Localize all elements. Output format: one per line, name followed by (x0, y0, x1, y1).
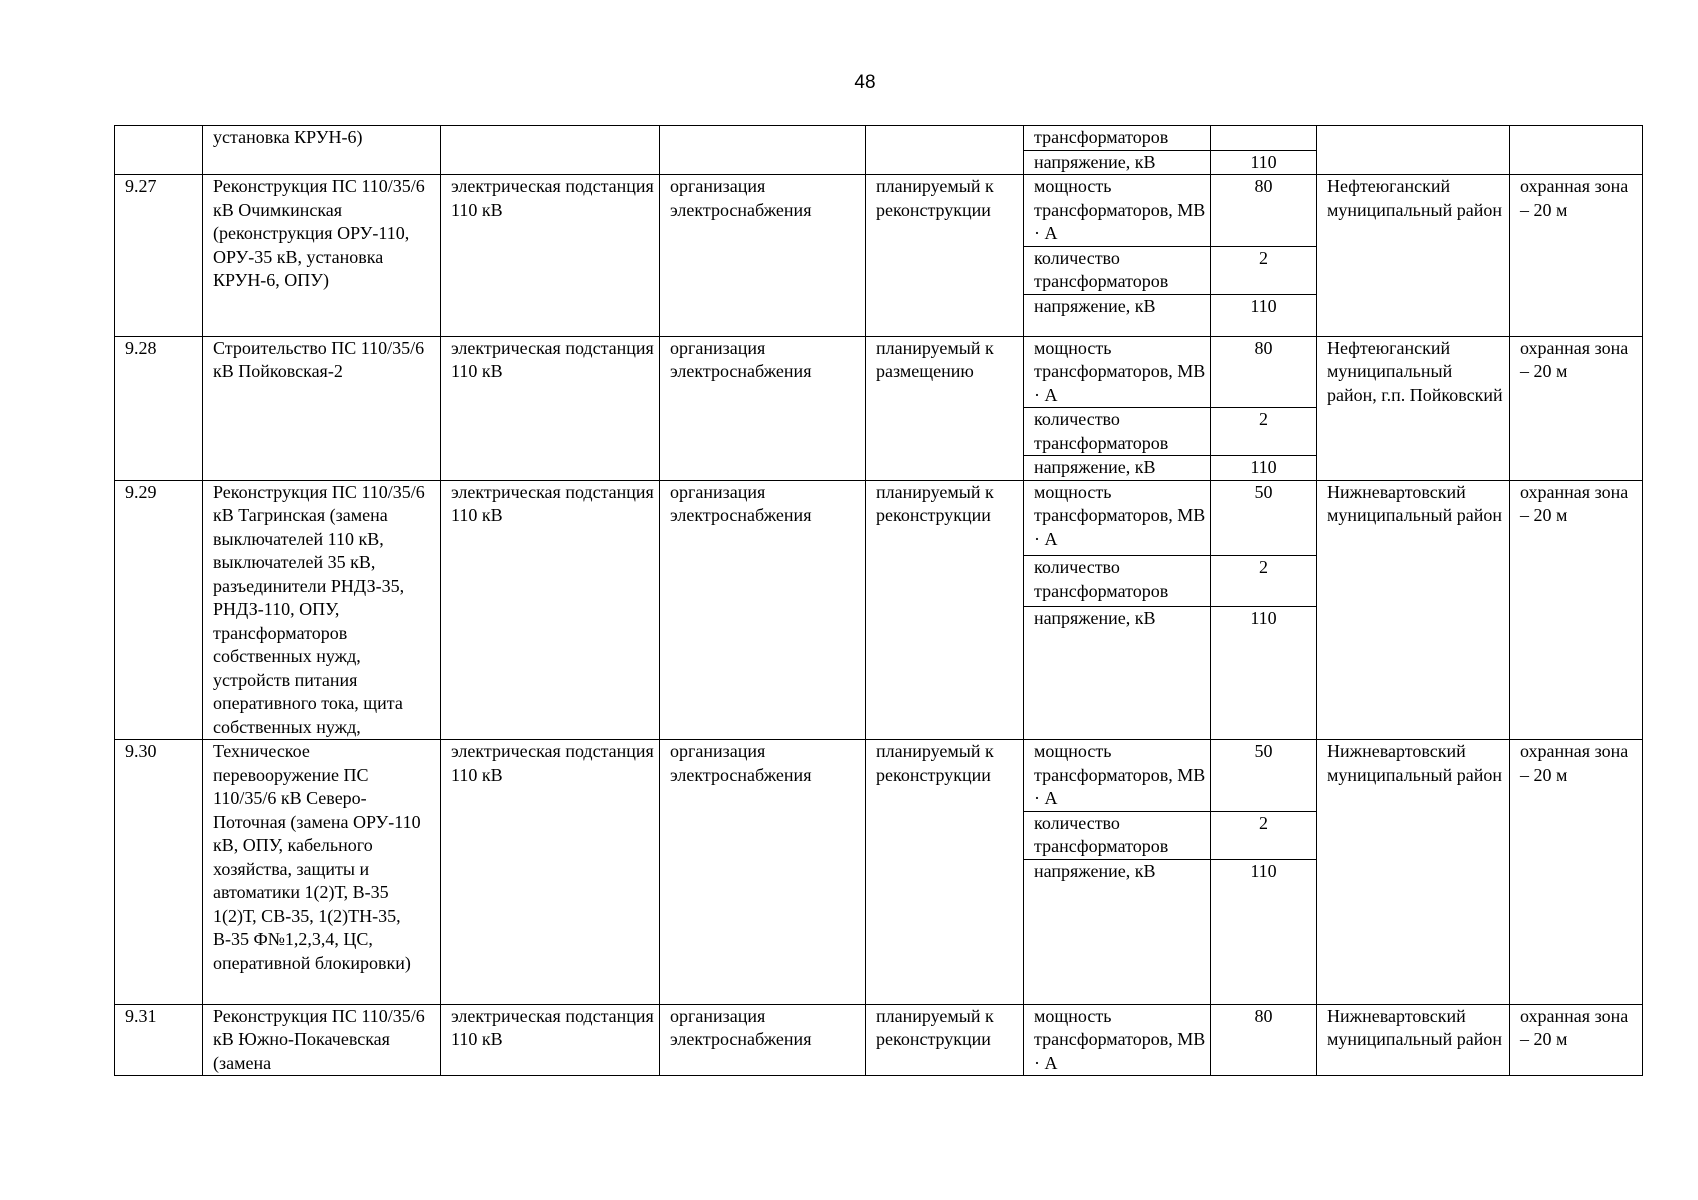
objects-table (114, 125, 1643, 1076)
param-value-cell: 50 (1211, 480, 1317, 556)
object-purpose-cell: организация электроснабжения (660, 1004, 866, 1076)
param-value-cell: 80 (1211, 336, 1317, 408)
object-purpose-cell: организация электроснабжения (660, 740, 866, 1005)
location-cell: Нижневартовский муниципальный район (1317, 1004, 1510, 1076)
param-label-cell: напряжение, кВ (1024, 859, 1211, 1004)
row-number-cell: 9.28 (115, 336, 203, 480)
location-cell: Нефтеюганский муниципальный район, г.п. Пойковский (1317, 336, 1510, 480)
object-name-cell: Техническое перевооружение ПС 110/35/6 кВ Северо-Поточная (замена ОРУ-110 кВ, ОПУ, кабельного хозяйства, защиты и автоматики 1(2)Т, В-35 1(2)Т, СВ-35, 1(2)ТН-35, В-35 Ф№1,2,3,4, ЦС, оперативной блокировки) (203, 740, 441, 1005)
object-name-cell: Реконструкция ПС 110/35/6 кВ Тагринская (замена выключателей 110 кВ, выключателей 35 кВ, разъединители РНДЗ-35, РНДЗ-110, ОПУ, трансформаторов собственных нужд, устройств питания оперативного тока, щита собственных нужд, (203, 480, 441, 740)
param-label-cell: мощность трансформаторов, МВ · А (1024, 336, 1211, 408)
param-label-cell: количество трансформаторов (1024, 556, 1211, 607)
object-status-cell (866, 126, 1024, 175)
object-status-cell: планируемый к реконструкции (866, 740, 1024, 1005)
object-type-cell: электрическая подстанция 110 кВ (441, 336, 660, 480)
param-value-cell: 50 (1211, 740, 1317, 812)
object-type-cell (441, 126, 660, 175)
location-cell (1317, 126, 1510, 175)
row-number-cell (115, 126, 203, 175)
zone-cell: охранная зона – 20 м (1510, 175, 1643, 337)
object-status-cell: планируемый к размещению (866, 336, 1024, 480)
zone-cell (1510, 126, 1643, 175)
param-value-cell: 80 (1211, 175, 1317, 247)
param-label-cell: напряжение, кВ (1024, 294, 1211, 336)
param-label-cell: напряжение, кВ (1024, 456, 1211, 481)
zone-cell: охранная зона – 20 м (1510, 336, 1643, 480)
param-value-cell: 2 (1211, 811, 1317, 859)
object-name-cell: Реконструкция ПС 110/35/6 кВ Очимкинская (реконструкция ОРУ-110, ОРУ-35 кВ, установка КРУН-6, ОПУ) (203, 175, 441, 337)
param-value-cell: 2 (1211, 408, 1317, 456)
object-type-cell: электрическая подстанция 110 кВ (441, 480, 660, 740)
param-value-cell (1211, 126, 1317, 151)
param-value-cell: 110 (1211, 859, 1317, 1004)
param-value-cell: 110 (1211, 456, 1317, 481)
row-number-cell: 9.27 (115, 175, 203, 337)
param-label-cell: количество трансформаторов (1024, 811, 1211, 859)
table-row (115, 480, 1643, 556)
row-number-cell: 9.30 (115, 740, 203, 1005)
param-label-cell: напряжение, кВ (1024, 150, 1211, 175)
table-row (115, 126, 1643, 151)
row-number-cell: 9.29 (115, 480, 203, 740)
location-cell: Нефтеюганский муниципальный район (1317, 175, 1510, 337)
object-purpose-cell: организация электроснабжения (660, 175, 866, 337)
param-value-cell: 2 (1211, 246, 1317, 294)
param-value-cell: 80 (1211, 1004, 1317, 1076)
object-status-cell: планируемый к реконструкции (866, 1004, 1024, 1076)
object-name-cell: установка КРУН-6) (203, 126, 441, 175)
object-name-cell: Реконструкция ПС 110/35/6 кВ Южно-Покачевская (замена (203, 1004, 441, 1076)
object-name-cell: Строительство ПС 110/35/6 кВ Пойковская-2 (203, 336, 441, 480)
table-row (115, 1004, 1643, 1076)
param-value-cell: 110 (1211, 606, 1317, 739)
object-type-cell: электрическая подстанция 110 кВ (441, 740, 660, 1005)
param-value-cell: 2 (1211, 556, 1317, 607)
page-number: 48 (854, 72, 876, 93)
object-type-cell: электрическая подстанция 110 кВ (441, 1004, 660, 1076)
object-status-cell: планируемый к реконструкции (866, 175, 1024, 337)
param-label-cell: количество трансформаторов (1024, 408, 1211, 456)
table-row (115, 740, 1643, 812)
zone-cell: охранная зона – 20 м (1510, 740, 1643, 1005)
param-value-cell: 110 (1211, 294, 1317, 336)
param-label-cell: трансформаторов (1024, 126, 1211, 151)
object-status-cell: планируемый к реконструкции (866, 480, 1024, 740)
location-cell: Нижневартовский муниципальный район (1317, 740, 1510, 1005)
location-cell: Нижневартовский муниципальный район (1317, 480, 1510, 740)
param-label-cell: мощность трансформаторов, МВ · А (1024, 480, 1211, 556)
row-number-cell: 9.31 (115, 1004, 203, 1076)
object-purpose-cell: организация электроснабжения (660, 480, 866, 740)
object-purpose-cell (660, 126, 866, 175)
table-row (115, 175, 1643, 247)
param-label-cell: мощность трансформаторов, МВ · А (1024, 740, 1211, 812)
zone-cell: охранная зона – 20 м (1510, 1004, 1643, 1076)
object-purpose-cell: организация электроснабжения (660, 336, 866, 480)
param-label-cell: напряжение, кВ (1024, 606, 1211, 739)
zone-cell: охранная зона – 20 м (1510, 480, 1643, 740)
param-value-cell: 110 (1211, 150, 1317, 175)
param-label-cell: мощность трансформаторов, МВ · А (1024, 1004, 1211, 1076)
object-type-cell: электрическая подстанция 110 кВ (441, 175, 660, 337)
table-row (115, 336, 1643, 408)
param-label-cell: количество трансформаторов (1024, 246, 1211, 294)
param-label-cell: мощность трансформаторов, МВ · А (1024, 175, 1211, 247)
